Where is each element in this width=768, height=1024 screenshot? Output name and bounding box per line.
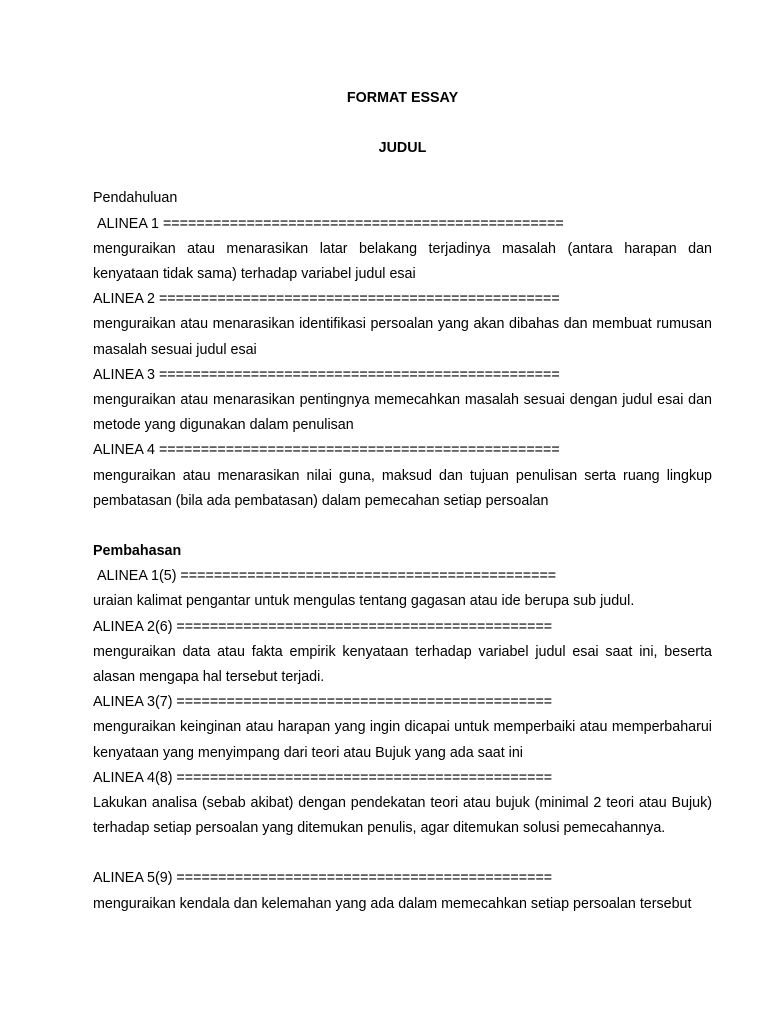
alinea-paragraph: menguraikan atau menarasikan pentingnya memecahkan masalah sesuai dengan judul esai dan metode yang digunakan dalam penulisan — [93, 392, 712, 434]
alinea-heading: ALINEA 3 ================================================ — [93, 366, 560, 383]
alinea-heading: ALINEA 1(5) ============================================= — [97, 568, 557, 585]
alinea-paragraph: menguraikan keinginan atau harapan yang ingin dicapai untuk memperbaiki atau memperbaharui kenyataan yang menyimpang dari teori atau Bujuk yang ada saat ini — [93, 719, 712, 761]
alinea-heading: ALINEA 2(6) ============================================= — [93, 618, 553, 635]
alinea-paragraph: menguraikan atau menarasikan identifikasi persoalan yang akan dibahas dan membuat rumusan masalah sesuai judul esai — [93, 316, 712, 358]
alinea-heading: ALINEA 3(7) ============================================= — [93, 694, 553, 711]
document-content — [93, 86, 712, 917]
alinea-heading: ALINEA 4(8) ============================================= — [93, 769, 553, 786]
section-label-pembahasan: Pembahasan — [93, 543, 182, 560]
section-spacer — [93, 514, 712, 539]
alinea-heading: ALINEA 5(9) ============================================= — [93, 870, 553, 887]
alinea-paragraph: Lakukan analisa (sebab akibat) dengan pendekatan teori atau bujuk (minimal 2 teori atau Bujuk) terhadap setiap persoalan yang ditemukan penulis, agar ditemukan solusi pemecahannya. — [93, 795, 712, 837]
alinea-paragraph: menguraikan kendala dan kelemahan yang ada dalam memecahkan setiap persoalan tersebut — [93, 895, 692, 912]
paragraph-spacer — [93, 841, 712, 866]
alinea-paragraph: menguraikan atau menarasikan latar belakang terjadinya masalah (antara harapan dan kenyataan tidak sama) terhadap variabel judul esai — [93, 240, 712, 283]
alinea-heading: ALINEA 4 ================================================ — [93, 442, 560, 459]
document-subtitle: JUDUL — [378, 140, 427, 157]
alinea-paragraph: menguraikan data atau fakta empirik kenyataan terhadap variabel judul esai saat ini, beserta alasan mengapa hal tersebut terjadi. — [93, 643, 712, 686]
section-label-pendahuluan: Pendahuluan — [93, 190, 178, 207]
document-title: FORMAT ESSAY — [346, 90, 459, 106]
alinea-heading: ALINEA 2 ================================================ — [93, 291, 560, 308]
alinea-paragraph: menguraikan atau menarasikan nilai guna, maksud dan tujuan penulisan serta ruang lingkup pembatasan (bila ada pembatasan) dalam pemecahan setiap persoalan — [93, 467, 712, 509]
alinea-heading: ALINEA 1 ================================================ — [97, 215, 564, 232]
alinea-paragraph: uraian kalimat pengantar untuk mengulas tentang gagasan atau ide berupa sub judul. — [93, 593, 635, 610]
